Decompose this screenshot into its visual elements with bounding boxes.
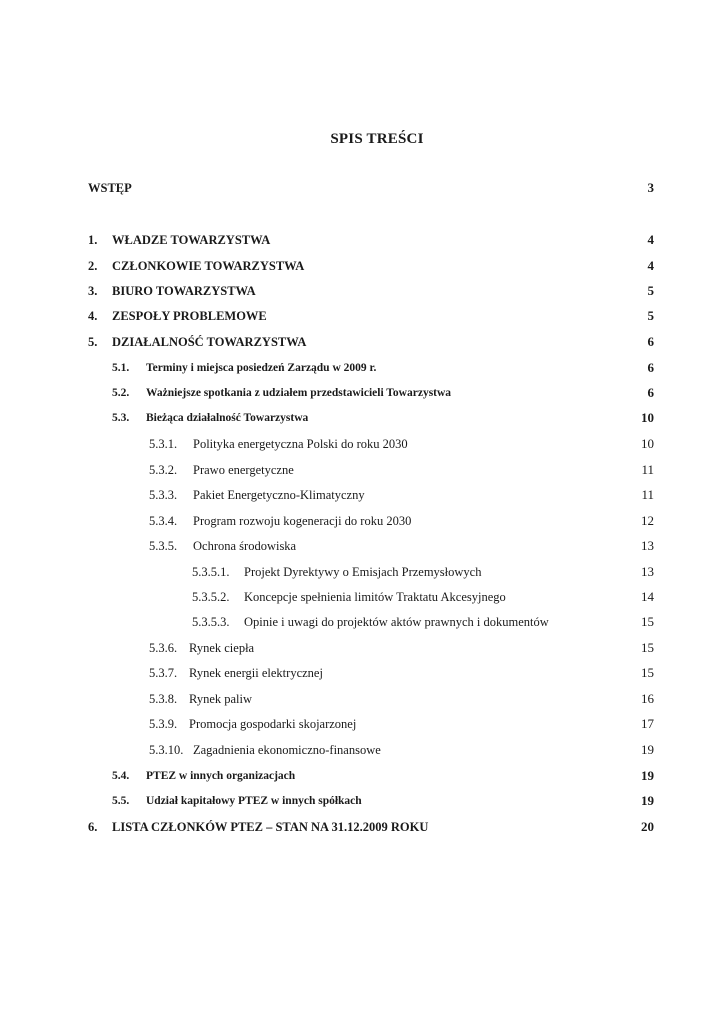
toc-entry-label: Bieżąca działalność Towarzystwa (146, 412, 309, 424)
toc-entry-label: WSTĘP (88, 181, 132, 195)
toc-entry-page: 10 (641, 410, 654, 425)
toc-entry-5-3-6[interactable] (0, 638, 724, 658)
toc-entry-label: Rynek paliw (189, 692, 253, 706)
toc-entry-page: 5 (647, 283, 654, 298)
toc-entry-number: 5.3. (112, 412, 130, 424)
toc-entry-label: WŁADZE TOWARZYSTWA (112, 233, 271, 247)
toc-entry-label: Ochrona środowiska (193, 539, 297, 553)
toc-entry-number: 4. (88, 309, 98, 323)
toc-entry-label: PTEZ w innych organizacjach (146, 770, 296, 782)
toc-entry-page: 12 (641, 513, 654, 528)
toc-entry-number: 2. (88, 259, 98, 273)
toc-entry-page: 19 (641, 742, 654, 757)
toc-entry-5-3-2[interactable] (0, 460, 724, 480)
toc-entry-page: 17 (641, 716, 654, 731)
toc-entry-page: 19 (641, 793, 654, 808)
toc-entry-label: Program rozwoju kogeneracji do roku 2030 (193, 514, 412, 528)
toc-entry-page: 4 (647, 258, 654, 273)
toc-entry-page: 15 (641, 614, 654, 629)
toc-entry-label: Terminy i miejsca posiedzeń Zarządu w 2009 r. (146, 362, 377, 374)
toc-entry-5-3-9[interactable] (0, 714, 724, 734)
toc-entry-label: LISTA CZŁONKÓW PTEZ – STAN NA 31.12.2009 ROKU (112, 820, 429, 834)
toc-entry-5-3-5[interactable] (0, 536, 724, 556)
toc-entry-number: 5.3.7. (149, 666, 178, 680)
toc-entry-label: CZŁONKOWIE TOWARZYSTWA (112, 259, 305, 273)
toc-entry-number: 6. (88, 820, 98, 834)
toc-entry-page: 6 (647, 334, 654, 349)
toc-entry-label: DZIAŁALNOŚĆ TOWARZYSTWA (112, 335, 307, 349)
page-title: SPIS TREŚCI (330, 131, 424, 147)
toc-entry-number: 5.3.5. (149, 539, 178, 553)
toc-entry-5-3-1[interactable] (0, 434, 724, 454)
toc-entry-5-3-4[interactable] (0, 511, 724, 531)
toc-entry-number: 5.3.5.3. (192, 615, 230, 629)
toc-entry-number: 5.3.10. (149, 743, 184, 757)
toc-entry-page: 15 (641, 665, 654, 680)
toc-entry-number: 5.3.5.1. (192, 565, 230, 579)
toc-entry-3[interactable] (0, 281, 724, 301)
toc-entry-number: 5. (88, 335, 98, 349)
toc-entry-label: Rynek ciepła (189, 641, 255, 655)
toc-entry-number: 1. (88, 233, 98, 247)
toc-entry-label: Zagadnienia ekonomiczno-finansowe (193, 743, 381, 757)
toc-entry-page: 6 (647, 385, 654, 400)
toc-entry-label: BIURO TOWARZYSTWA (112, 284, 256, 298)
toc-entry-5-3-8[interactable] (0, 689, 724, 709)
toc-entry-label: Promocja gospodarki skojarzonej (189, 717, 357, 731)
toc-entry-2[interactable] (0, 256, 724, 276)
toc-entry-page: 10 (641, 436, 654, 451)
toc-entry-5-2[interactable] (0, 383, 724, 403)
toc-entry-6[interactable] (0, 817, 724, 837)
toc-entry-page: 15 (641, 640, 654, 655)
toc-entry-number: 5.3.6. (149, 641, 178, 655)
toc-entry-label: Ważniejsze spotkania z udziałem przedstawicieli Towarzystwa (146, 387, 452, 399)
toc-entry-5-1[interactable] (0, 358, 724, 378)
toc-entry-label: Projekt Dyrektywy o Emisjach Przemysłowych (244, 565, 482, 579)
toc-entry-label: Prawo energetyczne (193, 463, 294, 477)
toc-entry-5-3[interactable] (0, 408, 724, 428)
toc-entry-label: Udział kapitałowy PTEZ w innych spółkach (146, 795, 362, 807)
toc-entry-label: Opinie i uwagi do projektów aktów prawnych i dokumentów (244, 615, 549, 629)
toc-entry-number: 5.3.3. (149, 488, 178, 502)
toc-entry-label: Polityka energetyczna Polski do roku 2030 (193, 437, 408, 451)
toc-entry-page: 16 (641, 691, 654, 706)
toc-entry-page: 13 (641, 538, 654, 553)
toc-entry-4[interactable] (0, 306, 724, 326)
toc-entry-page: 20 (641, 819, 654, 834)
toc-entry-5-3-5-1[interactable] (0, 562, 724, 582)
toc-entry-page: 11 (641, 487, 654, 502)
toc-entry-5-5[interactable] (0, 791, 724, 811)
toc-entry-page: 4 (647, 232, 654, 247)
toc-entry-number: 5.3.1. (149, 437, 178, 451)
toc-entry-page: 14 (641, 589, 654, 604)
toc-entry-5-3-5-2[interactable] (0, 587, 724, 607)
toc-entry-label: Koncepcje spełnienia limitów Traktatu Akcesyjnego (244, 590, 506, 604)
toc-entry-5-3-3[interactable] (0, 485, 724, 505)
toc-entry-5-3-10[interactable] (0, 740, 724, 760)
toc-entry-intro[interactable] (0, 178, 724, 198)
toc-entry-number: 5.4. (112, 770, 130, 782)
toc-entry-label: ZESPOŁY PROBLEMOWE (112, 309, 267, 323)
toc-entry-1[interactable] (0, 230, 724, 250)
toc-entry-page: 13 (641, 564, 654, 579)
toc-entry-5[interactable] (0, 332, 724, 352)
toc-entry-page: 5 (647, 308, 654, 323)
toc-entry-number: 5.3.2. (149, 463, 178, 477)
toc-entry-5-3-7[interactable] (0, 663, 724, 683)
toc-entry-number: 5.3.8. (149, 692, 178, 706)
toc-entry-page: 6 (647, 360, 654, 375)
toc-entry-page: 3 (647, 180, 654, 195)
toc-entry-number: 5.5. (112, 795, 130, 807)
toc-entry-label: Rynek energii elektrycznej (189, 666, 323, 680)
toc-entry-page: 19 (641, 768, 654, 783)
toc-entry-number: 3. (88, 284, 98, 298)
toc-entry-number: 5.3.9. (149, 717, 178, 731)
toc-entry-page: 11 (641, 462, 654, 477)
toc-entry-5-4[interactable] (0, 766, 724, 786)
toc-entry-number: 5.3.5.2. (192, 590, 230, 604)
toc-entry-number: 5.3.4. (149, 514, 178, 528)
toc-entry-number: 5.1. (112, 362, 130, 374)
toc-entry-5-3-5-3[interactable] (0, 612, 724, 632)
toc-entry-number: 5.2. (112, 387, 130, 399)
toc-entry-label: Pakiet Energetyczno-Klimatyczny (193, 488, 365, 502)
